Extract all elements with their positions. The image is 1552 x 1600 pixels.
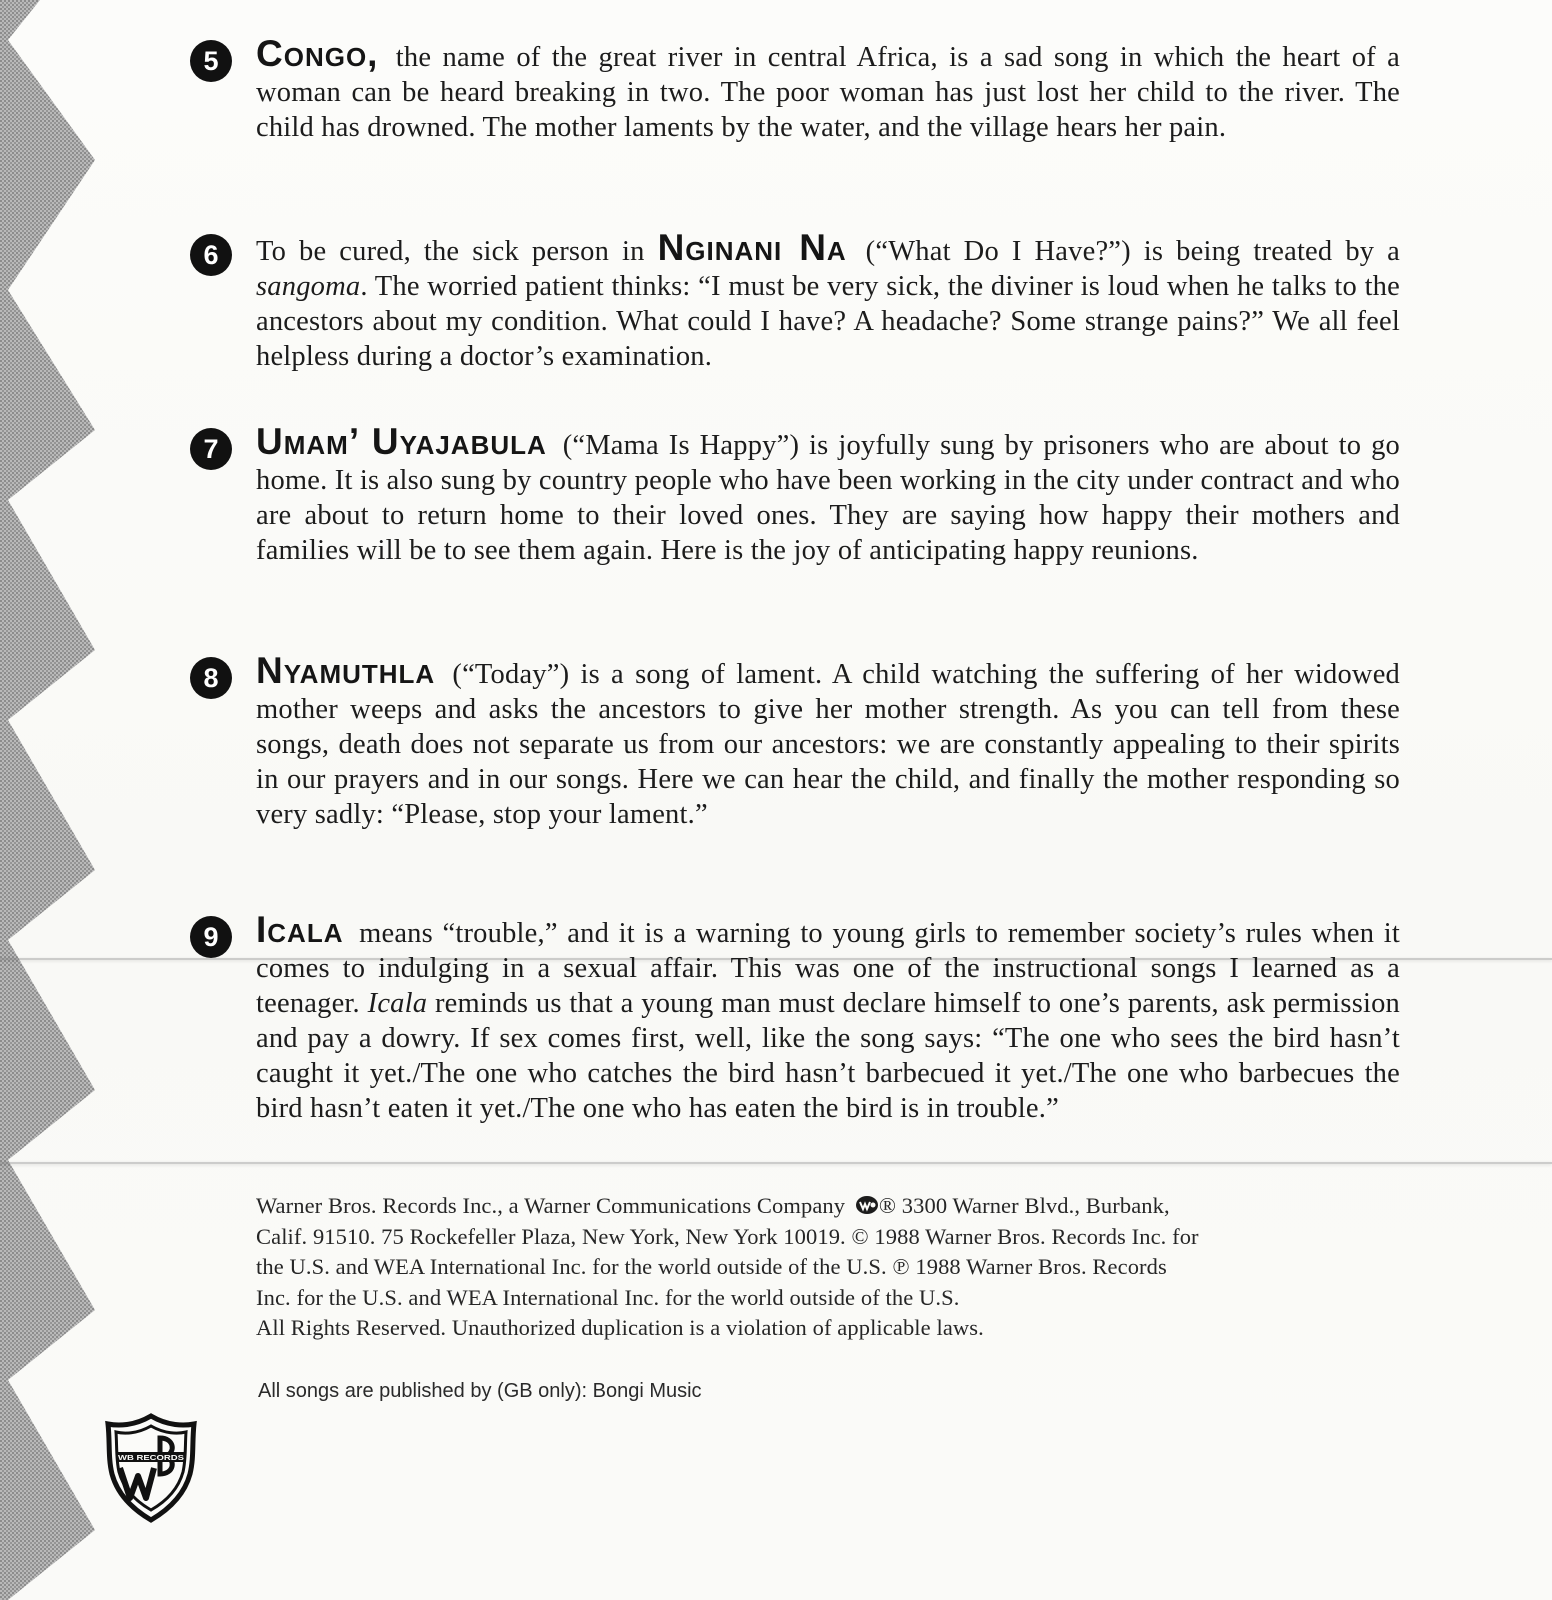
legal-line: ® 3300 Warner Blvd., Burbank, bbox=[878, 1193, 1170, 1218]
track-title: Umam’ Uyajabula bbox=[256, 421, 547, 462]
track-text: means “trouble,” and it is a warning to young girls to remember society’s rules when it comes to indulging in a sexual affair. This was one of the instructional songs I learned as a teenager. bbox=[256, 918, 1400, 1019]
track-text: (“Mama Is Happy”) is joyfully sung by prisoners who are about to go home. It is also sung by country people who have been working in the city under contract and who are about to return home to their loved ones. They are saying how happy their mothers and families will be to see them again. Here is the joy of anticipating happy reunions. bbox=[256, 430, 1401, 566]
publishing-credit: All songs are published by (GB only): Bongi Music bbox=[258, 1380, 702, 1402]
track-number-badge: 8 bbox=[190, 657, 232, 699]
track-description bbox=[256, 650, 1401, 832]
wcc-logo-icon bbox=[855, 1195, 879, 1215]
track-title: Nginani Na bbox=[657, 227, 847, 268]
track-text-cont: reminds us that a young man must declare himself to one’s parents, ask permission and pay a dowry. If sex comes first, well, like the song says: “The one who sees the bird hasn’t caught it yet./The one who catches the bird hasn’t barbecued it yet./The one who barbecues the bird hasn’t eaten it yet./The one who has eaten the bird is in trouble.” bbox=[256, 988, 1401, 1124]
italic-term: Icala bbox=[367, 988, 428, 1019]
paper-fold-line bbox=[0, 1162, 1552, 1164]
track-text-cont: . The worried patient thinks: “I must be very sick, the diviner is loud when he talks to the ancestors about my condition. What could I have? A headache? Some strange pains?” We all feel helpless during a doctor’s examination. bbox=[256, 271, 1400, 372]
legal-line: All Rights Reserved. Unauthorized duplication is a violation of applicable laws. bbox=[256, 1315, 984, 1340]
track-title: Nyamuthla bbox=[256, 650, 436, 691]
track-text: (“What Do I Have?”) is being treated by a bbox=[865, 236, 1401, 267]
track-title: Congo, bbox=[256, 33, 379, 74]
track-description bbox=[256, 909, 1401, 1126]
legal-line: Warner Bros. Records Inc., a Warner Communications Company bbox=[256, 1193, 846, 1218]
legal-line: the U.S. and WEA International Inc. for the world outside of the U.S. ℗ 1988 Warner Bros. Records bbox=[256, 1254, 1167, 1279]
track-number-badge: 7 bbox=[190, 428, 232, 470]
track-number-badge: 6 bbox=[190, 234, 232, 276]
track-text-intro: To be cured, the sick person in bbox=[256, 236, 645, 267]
legal-line: Inc. for the U.S. and WEA International Inc. for the world outside of the U.S. bbox=[256, 1284, 960, 1310]
logo-text: WB RECORDS bbox=[118, 1453, 184, 1462]
track-number-badge: 5 bbox=[190, 40, 232, 82]
track-text: the name of the great river in central Africa, is a sad song in which the heart of a woman can be heard breaking in two. The poor woman has just lost her child to the river. The child has drowned. The mother laments by the water, and the village hears her pain. bbox=[256, 42, 1401, 143]
legal-line: Calif. 91510. 75 Rockefeller Plaza, New York, New York 10019. © 1988 Warner Bros. Records Inc. for bbox=[256, 1223, 1199, 1249]
track-description bbox=[256, 227, 1401, 374]
track-title: Icala bbox=[256, 909, 344, 950]
zigzag-border bbox=[0, 0, 105, 1600]
track-description bbox=[256, 421, 1401, 568]
copyright-notice bbox=[256, 1191, 1366, 1344]
italic-term: sangoma bbox=[256, 271, 361, 302]
warner-bros-shield-icon bbox=[104, 1412, 198, 1524]
track-description bbox=[256, 33, 1401, 145]
track-number-badge: 9 bbox=[190, 916, 232, 958]
track-text: (“Today”) is a song of lament. A child watching the suffering of her widowed mother weeps and asks the ancestors to give her mother strength. As you can tell from these songs, death does not separate us from our ancestors: we are constantly appealing to their spirits in our prayers and in our songs. Here we can hear the child, and finally the mother responding so very sadly: “Please, stop your lament.” bbox=[256, 659, 1401, 830]
